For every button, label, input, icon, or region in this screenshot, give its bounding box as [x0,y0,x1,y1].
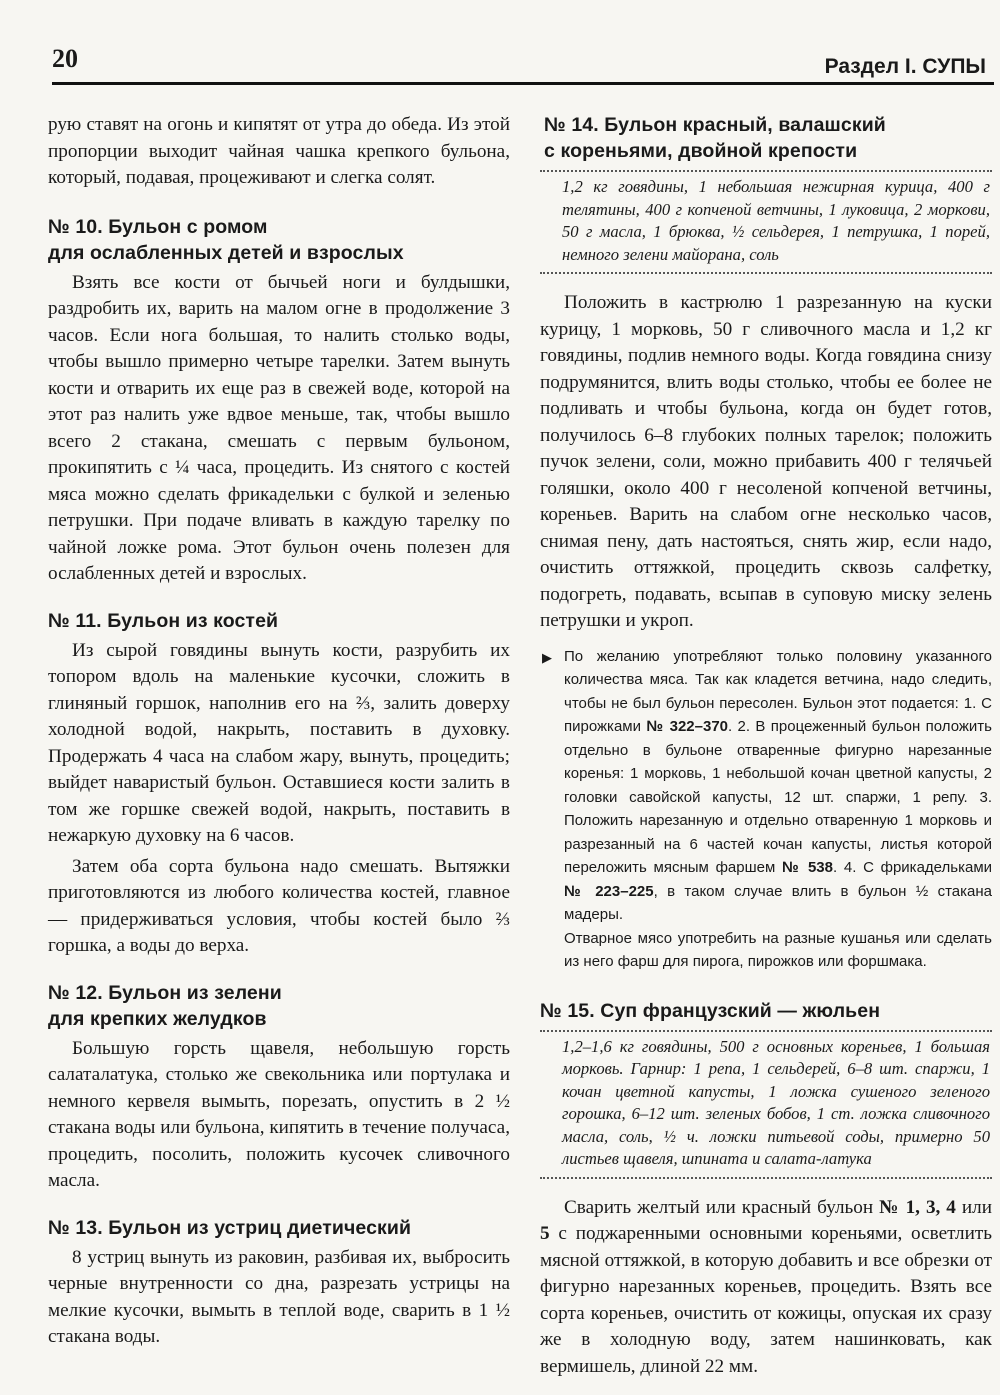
recipe-10-text: Взять все кости от бычьей ноги и булдышки, раздробить их, варить на малом огне в продолжение 3 часов. Если нога большая, то налить столько воды, чтобы вышло примерно четыре тарелки. Затем вынуть кости и отварить их еще раз в свежей воде, которой на этот раз налить уже вдвое меньше, так, чтобы вышло всего 2 стакана, смешать с первым бульоном, прокипятить с ¼ часа, процедить. Из снятого с костей мяса можно сделать фрикадельки с булкой и зеленью петрушки. При подаче вливать в каждую тарелку по чайной ложке рома. Этот бульон очень полезен для ослабленных детей и взрослых. [48,271,510,584]
recipe-15 [540,998,992,1381]
r15-text-a: Сварить желтый или красный бульон [564,1196,880,1218]
r15-ref-1: № 1, 3, 4 [879,1196,956,1218]
left-column [48,112,510,1351]
recipe-14-note [540,645,992,974]
recipe-11 [48,608,510,960]
recipe-14-text: Положить в кастрюлю 1 разрезанную на куски курицу, 1 морковь, 50 г сливочного масла и 1,2 кг говядины, подлив немного воды. Когда говядина снизу подрумянится, влить воды столько, чтобы ее более не подливать и чтобы бульона, когда он будет готов, получилось 6–8 глубоких полных тарелок; положить пучок зелени, соли, можно прибавить 400 г телячьей голяшки, около 400 г несоленой копченой ветчины, кореньев. Варить на слабом огне несколько часов, снимая пену, дать настояться, снять жир, если надо, очистить оттяжкой, процедить сквозь салфетку, подогреть, подавать, всыпав в суповую миску зелень петрушки и укроп. [540,292,992,631]
recipe-10-title [48,214,510,266]
continued-paragraph: рую ставят на огонь и кипятят от утра до обеда. Из этой пропорции выходит чайная чашка крепкого бульона, который, подавая, процеживают и слегка солят. [48,114,510,188]
r15-text-c: с поджаренными основными кореньями, осветлить мясной оттяжкой, в которую добавить и все обрезки от фигурно нарезанных кореньев, процедить. Взять все сорта кореньев, очистить от кожицы, опуская их сразу же в холодную воду, затем нашинковать, как вермишель, длиной 22 мм. [540,1223,992,1377]
running-head: Раздел I. СУПЫ [824,55,986,78]
recipe-10-title-line2: для ослабленных детей и взрослых [48,241,404,264]
recipe-15-ingredients: 1,2–1,6 кг говядины, 500 г основных кореньев, 1 большая морковь. Гарнир: 1 репа, 1 сельдерей, 6–8 шт. спаржи, 1 кочан цветной капусты, 1 ложка сушеного зеленого горошка, 6–12 шт. зеленых бобов, 1 ст. ложка сливочного масла, соль, ½ ч. ложки питьевой соды, примерно 50 листьев щавеля, шпината и салата-латука [540,1030,992,1179]
right-column [540,112,992,1380]
recipe-12-title-line1: № 12. Бульон из зелени [48,981,282,1004]
recipe-14-title [540,112,992,164]
note-ref-1: № 322–370 [646,718,729,735]
note-ref-2: № 538 [782,859,833,876]
header-rule [52,82,994,85]
recipe-13-text: 8 устриц вынуть из раковин, разбивая их, выбросить черные внутренности со дна, разрезать устрицы на мелкие кусочки, вымыть в теплой воде, сварить в 1 ½ стакана воды. [48,1246,510,1347]
recipe-15-title: № 15. Суп французский — жюльен [540,999,881,1022]
r15-text-b: или [955,1196,992,1218]
note-text-d: , в таком случае влить в бульон ½ стакана мадеры. [564,882,992,923]
recipe-14-title-line1: № 14. Бульон красный, валашский [544,114,886,136]
page-number: 20 [52,44,78,73]
recipe-10 [48,214,510,588]
note-text-c: . 4. С фрикадельками [833,859,993,876]
recipe-14 [540,112,992,974]
triangle-bullet-icon: ▶ [542,649,552,665]
recipe-13 [48,1215,510,1351]
note-ref-3: № 223–225 [564,882,654,900]
recipe-13-title: № 13. Бульон из устриц диетический [48,1216,412,1239]
recipe-12-text: Большую горсть щавеля, небольшую горсть салаталатука, столько же свекольника или портулака и немного кервеля вымыть, порезать, опустить в 2 ½ стакана воды или бульона, кипятить в течение получаса, процедить, посолить, положить кусочек сливочного масла. [48,1037,510,1191]
recipe-11-text-1: Из сырой говядины вынуть кости, разрубить их топором вдоль на маленькие кусочки, сложить в глиняный горшок, наполнив его на ⅔, залить доверху холодной водой, накрыть, поставить в духовку. Продержать 4 часа на слабом жару, вынуть, процедить; выйдет наваристый бульон. Оставшиеся кости залить в том же горшке свежей водой, накрыть, поставить в нежаркую духовку на 6 часов. [48,639,510,846]
recipe-14-ingredients: 1,2 кг говядины, 1 небольшая нежирная курица, 400 г телятины, 400 г копченой ветчины, 1 луковица, 2 моркови, 50 г масла, 1 брюква, ½ сельдерея, 1 петрушка, 1 порей, немного зелени майорана, соль [540,170,992,274]
recipe-12 [48,980,510,1195]
recipe-11-title: № 11. Бульон из костей [48,609,279,632]
recipe-14-note-p1 [564,645,992,927]
note-text-a: По желанию употребляют только половину указанного количества мяса. Так как кладется ветчина, надо следить, чтобы не был бульон пересолен. Бульон этот подается: 1. С пирожками [564,647,992,735]
recipe-14-note-p2: Отварное мясо употребить на разные кушанья или сделать из него фарш для пирога, пирожков или форшмака. [564,929,992,970]
recipe-12-title-line2: для крепких желудков [48,1007,267,1030]
recipe-10-title-line1: № 10. Бульон с ромом [48,215,268,238]
recipe-14-title-line2: с кореньями, двойной крепости [544,140,858,162]
note-text-b: . 2. В процеженный бульон положить отдельно в бульоне отваренные фигурно нарезанные коренья: 1 морковь, 1 небольшой кочан цветной капусты, 2 головки савойской капусты, 12 шт. спаржи, 1 репу. 3. Положить нарезанную и отдельно отваренную 1 морковь и разрезанный на 6 частей кочан капусты, листья которой переложить мясным фаршем [564,718,992,876]
recipe-11-text-2: Затем оба сорта бульона надо смешать. Вытяжки приготовляются из любого количества костей, главное — придерживаться условия, чтобы костей было ⅔ горшка, а воды до верха. [48,855,510,956]
r15-ref-2: 5 [540,1223,550,1244]
recipe-12-title [48,980,510,1032]
recipe-15-text [540,1195,992,1381]
